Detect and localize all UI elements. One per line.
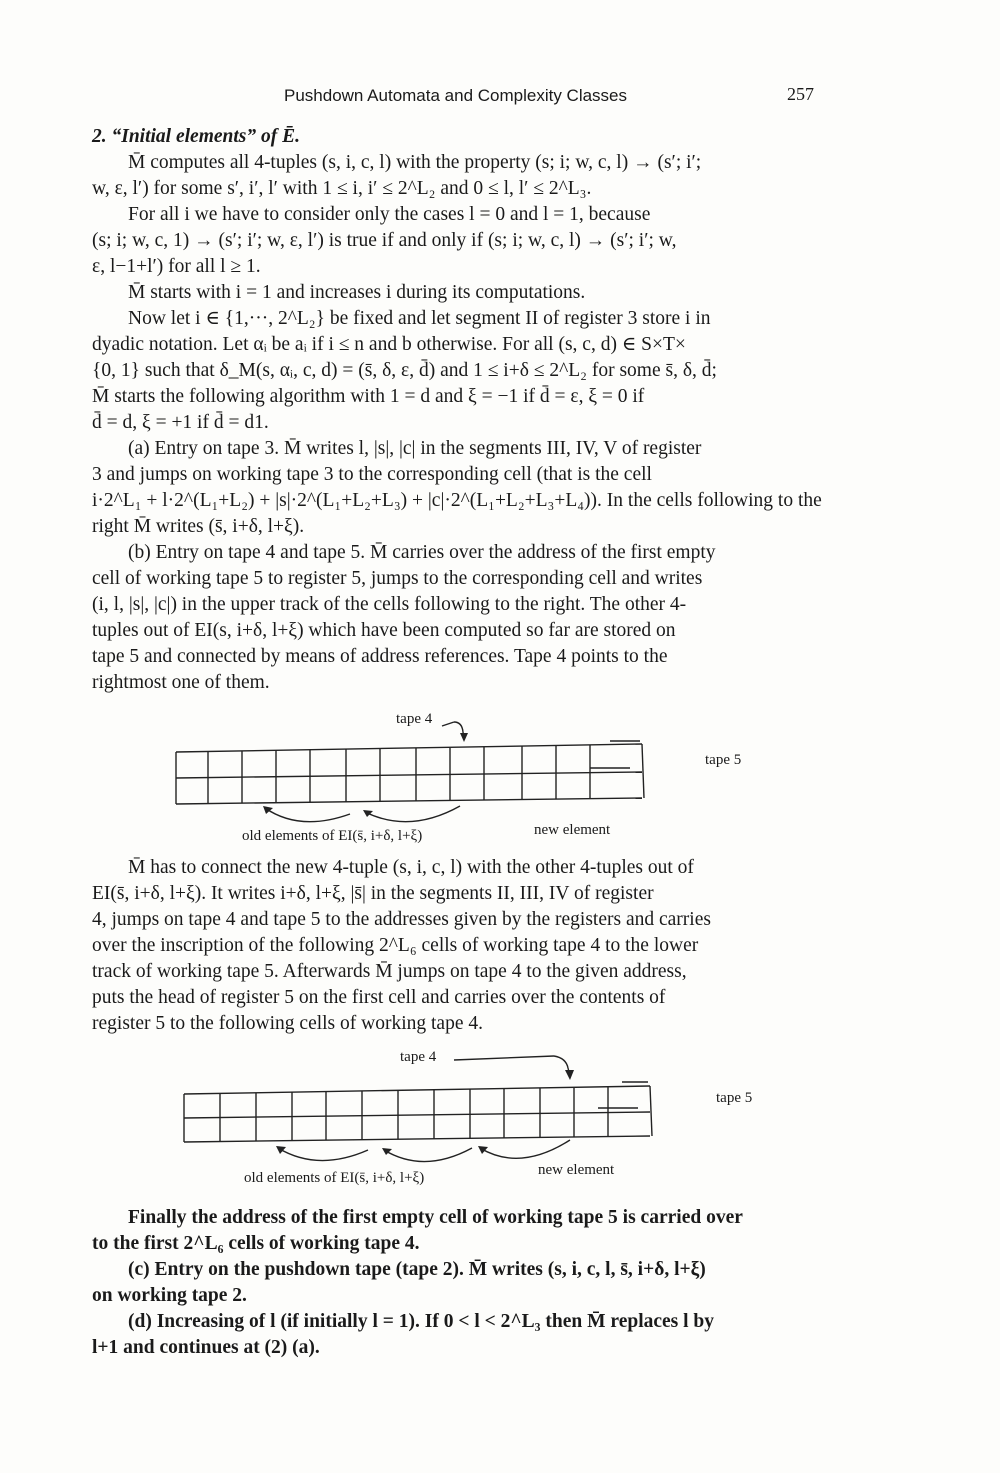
- section-heading: 2. “Initial elements” of Ē.: [92, 126, 301, 147]
- tape4-label: tape 4: [396, 711, 433, 727]
- body-line: tuples out of EI(s, i+δ, l+ξ) which have been computed so far are stored on: [92, 620, 676, 641]
- body-line: register 5 to the following cells of working tape 4.: [92, 1013, 483, 1034]
- tape-diagram-1: [160, 708, 800, 848]
- body-line: EI(s̄, i+δ, l+ξ). It writes i+δ, l+ξ, |s̄| in the segments II, III, IV of register: [92, 883, 654, 904]
- page-number: 257: [787, 84, 814, 104]
- body-line: (c) Entry on the pushdown tape (tape 2). M̄ writes (s, i, c, l, s̄, i+δ, l+ξ): [128, 1259, 706, 1280]
- body-line: M̄ starts with i = 1 and increases i during its computations.: [128, 282, 586, 303]
- new-element-label: new element: [538, 1162, 615, 1178]
- body-line: Finally the address of the first empty cell of working tape 5 is carried over: [128, 1207, 743, 1228]
- body-line: on working tape 2.: [92, 1285, 247, 1306]
- paragraph-block-a: [92, 124, 822, 696]
- body-line: tape 5 and connected by means of address references. Tape 4 points to the: [92, 646, 668, 667]
- tape5-label: tape 5: [716, 1090, 753, 1106]
- running-title: Pushdown Automata and Complexity Classes: [284, 86, 628, 105]
- body-line: track of working tape 5. Afterwards M̄ jumps on tape 4 to the given address,: [92, 961, 687, 982]
- body-line: Now let i ∈ {1,···, 2^L₂} be fixed and let segment II of register 3 store i in: [128, 308, 711, 329]
- body-line: (d) Increasing of l (if initially l = 1). If 0 < l < 2^L₃ then M̄ replaces l by: [128, 1311, 715, 1332]
- body-line: (b) Entry on tape 4 and tape 5. M̄ carries over the address of the first empty: [128, 542, 716, 563]
- body-line: cell of working tape 5 to register 5, jumps to the corresponding cell and writes: [92, 568, 703, 589]
- body-line: right M̄ writes (s̄, i+δ, l+ξ).: [92, 516, 305, 537]
- body-line: (s; i; w, c, 1) → (s′; i′; w, ε, l′) is true if and only if (s; i; w, c, l) → (s′; i′; w,: [92, 230, 677, 251]
- body-line: M̄ has to connect the new 4-tuple (s, i, c, l) with the other 4-tuples out of: [128, 857, 694, 878]
- body-line: puts the head of register 5 on the first cell and carries over the contents of: [92, 987, 666, 1008]
- body-line: dyadic notation. Let αᵢ be aᵢ if i ≤ n and b otherwise. For all (s, c, d) ∈ S×T×: [92, 334, 686, 355]
- tape4-label: tape 4: [400, 1049, 437, 1065]
- old-elements-label: old elements of EI(s̄, i+δ, l+ξ): [244, 1170, 425, 1186]
- body-line: 4, jumps on tape 4 and tape 5 to the addresses given by the registers and carries: [92, 909, 711, 930]
- new-element-label: new element: [534, 822, 611, 838]
- body-line: M̄ computes all 4-tuples (s, i, c, l) with the property (s; i; w, c, l) → (s′; i′;: [128, 152, 702, 173]
- body-line: 3 and jumps on working tape 3 to the corresponding cell (that is the cell: [92, 464, 652, 485]
- body-line: l+1 and continues at (2) (a).: [92, 1337, 320, 1358]
- body-line: d̄ = d, ξ = +1 if d̄ = d1.: [92, 412, 269, 433]
- body-line: (a) Entry on tape 3. M̄ writes l, |s|, |c| in the segments III, IV, V of register: [128, 438, 702, 459]
- body-line: For all i we have to consider only the cases l = 0 and l = 1, because: [128, 204, 651, 225]
- body-line: w, ε, l′) for some s′, i′, l′ with 1 ≤ i, i′ ≤ 2^L₂ and 0 ≤ l, l′ ≤ 2^L₃.: [92, 178, 592, 199]
- body-line: (i, l, |s|, |c|) in the upper track of the cells following to the right. The other 4-: [92, 594, 687, 615]
- tape5-label: tape 5: [705, 752, 742, 768]
- body-line: {0, 1} such that δ_M(s, αᵢ, c, d) = (s̄, δ, ε, d̄) and 1 ≤ i+δ ≤ 2^L₂ for some s̄, δ, d̄;: [92, 360, 717, 381]
- tape-diagram-2: [168, 1046, 808, 1188]
- tape-diagram-2-graphic: [168, 1046, 808, 1188]
- body-line: rightmost one of them.: [92, 672, 270, 693]
- tape-diagram-1-graphic: [160, 708, 800, 848]
- paragraph-block-c: [92, 1205, 810, 1361]
- body-line: to the first 2^L₆ cells of working tape 4.: [92, 1233, 420, 1254]
- old-elements-label: old elements of EI(s̄, i+δ, l+ξ): [242, 828, 423, 844]
- body-line: i·2^L₁ + l·2^(L₁+L₂) + |s|·2^(L₁+L₂+L₃) + |c|·2^(L₁+L₂+L₃+L₄)). In the cells following to the: [92, 490, 822, 511]
- paragraph-block-b: [92, 855, 810, 1037]
- body-line: ε, l−1+l′) for all l ≥ 1.: [92, 256, 261, 277]
- body-line: over the inscription of the following 2^L₆ cells of working tape 4 to the lower: [92, 935, 699, 956]
- body-line: M̄ starts the following algorithm with 1 = d and ξ = −1 if d̄ = ε, ξ = 0 if: [92, 386, 645, 407]
